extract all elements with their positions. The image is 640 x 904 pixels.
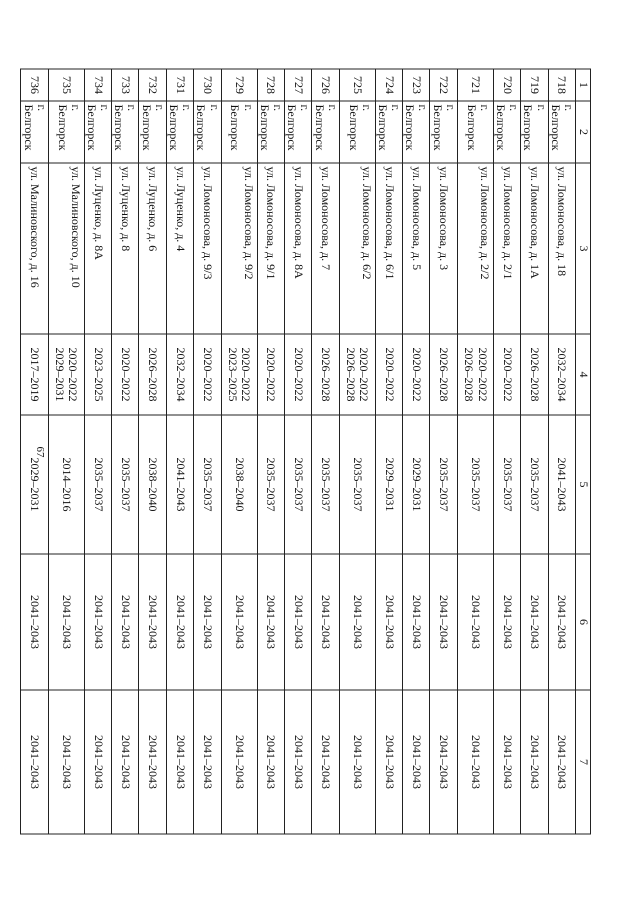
period-cell-col4 xyxy=(312,334,339,415)
city-cell: г. Белгорск xyxy=(521,101,548,163)
period-cell-col4 xyxy=(493,334,520,415)
period-cell-col5: 2035–2037 xyxy=(430,415,457,554)
city-cell: г. Белгорск xyxy=(48,101,84,163)
address-cell: ул. Ломоносова, д. 7 xyxy=(312,163,339,334)
row-number-cell: 720 xyxy=(493,69,520,101)
city-cell: г. Белгорск xyxy=(257,101,284,163)
period-cell-col7: 2041–2043 xyxy=(221,690,257,834)
table-row xyxy=(285,69,312,834)
row-number-cell: 723 xyxy=(403,69,430,101)
period-value: 2032–2034 xyxy=(555,347,570,402)
address-cell: ул. Ломоносова, д. 6/1 xyxy=(375,163,402,334)
address-cell: ул. Ломоносова, д. 9/3 xyxy=(194,163,221,334)
column-header: 5 xyxy=(576,415,591,554)
period-cell-col7: 2041–2043 xyxy=(339,690,375,834)
period-cell-col6: 2041–2043 xyxy=(375,554,402,690)
table-row xyxy=(521,69,548,834)
period-cell-col7: 2041–2043 xyxy=(457,690,493,834)
period-cell-col6: 2041–2043 xyxy=(48,554,84,690)
period-cell-col5: 2035–2037 xyxy=(84,415,111,554)
period-cell-col4 xyxy=(521,334,548,415)
row-number-cell: 733 xyxy=(112,69,139,101)
period-cell-col5: 2035–2037 xyxy=(521,415,548,554)
period-cell-col4 xyxy=(339,334,375,415)
period-value: 2026–2028 xyxy=(344,347,359,402)
period-value: 2017–2019 xyxy=(28,347,43,402)
period-cell-col5: 2035–2037 xyxy=(112,415,139,554)
period-cell-col7: 2041–2043 xyxy=(112,690,139,834)
row-number-cell: 736 xyxy=(21,69,48,101)
page-number: 67 xyxy=(34,446,46,458)
period-cell-col5: 2038–2040 xyxy=(221,415,257,554)
address-cell: ул. Луценко, д. 8 xyxy=(112,163,139,334)
period-value: 2026–2028 xyxy=(462,347,477,402)
city-cell: г. Белгорск xyxy=(339,101,375,163)
table-row xyxy=(21,69,48,834)
period-value: 2029–2031 xyxy=(53,347,68,402)
row-number-cell: 727 xyxy=(285,69,312,101)
row-number-cell: 722 xyxy=(430,69,457,101)
row-number-cell: 730 xyxy=(194,69,221,101)
row-number-cell: 728 xyxy=(257,69,284,101)
row-number-cell: 719 xyxy=(521,69,548,101)
period-value: 2020–2022 xyxy=(264,347,279,402)
period-cell-col7: 2041–2043 xyxy=(493,690,520,834)
period-cell-col7: 2041–2043 xyxy=(166,690,193,834)
period-cell-col7: 2041–2043 xyxy=(194,690,221,834)
period-value: 2020–2022 xyxy=(201,347,216,402)
period-value: 2020–2022 xyxy=(291,347,306,402)
row-number-cell: 724 xyxy=(375,69,402,101)
column-header: 3 xyxy=(576,163,591,334)
period-cell-col4 xyxy=(112,334,139,415)
period-value: 2026–2028 xyxy=(528,347,543,402)
period-cell-col6: 2041–2043 xyxy=(493,554,520,690)
period-value: 2020–2022 xyxy=(409,347,424,402)
address-cell: ул. Луценко, д. 8А xyxy=(84,163,111,334)
period-cell-col7: 2041–2043 xyxy=(430,690,457,834)
schedule-table xyxy=(20,69,591,835)
period-cell-col4 xyxy=(21,334,48,415)
period-cell-col4 xyxy=(430,334,457,415)
period-value: 2026–2028 xyxy=(146,347,161,402)
address-cell: ул. Ломоносова, д. 2/2 xyxy=(457,163,493,334)
period-cell-col6: 2041–2043 xyxy=(457,554,493,690)
table-row xyxy=(403,69,430,834)
period-value: 2023–2025 xyxy=(226,347,241,402)
period-cell-col5: 2035–2037 xyxy=(194,415,221,554)
period-cell-col6: 2041–2043 xyxy=(84,554,111,690)
period-cell-col7: 2041–2043 xyxy=(548,690,575,834)
column-header: 6 xyxy=(576,554,591,690)
period-cell-col5: 2041–2043 xyxy=(166,415,193,554)
period-cell-col4 xyxy=(84,334,111,415)
table-row xyxy=(339,69,375,834)
period-cell-col5: 2035–2037 xyxy=(285,415,312,554)
table-row xyxy=(194,69,221,834)
period-cell-col4 xyxy=(139,334,166,415)
period-value: 2032–2034 xyxy=(173,347,188,402)
address-cell: ул. Ломоносова, д. 3 xyxy=(430,163,457,334)
period-cell-col4 xyxy=(403,334,430,415)
column-header: 1 xyxy=(576,69,591,101)
city-cell: г. Белгорск xyxy=(430,101,457,163)
period-cell-col5: 2035–2037 xyxy=(257,415,284,554)
table-body xyxy=(21,69,576,834)
period-value: 2026–2028 xyxy=(319,347,334,402)
period-cell-col4 xyxy=(194,334,221,415)
period-value: 2020–2022 xyxy=(66,347,81,402)
city-cell: г. Белгорск xyxy=(166,101,193,163)
column-header: 7 xyxy=(576,690,591,834)
city-cell: г. Белгорск xyxy=(493,101,520,163)
row-number-cell: 729 xyxy=(221,69,257,101)
city-cell: г. Белгорск xyxy=(139,101,166,163)
table-row xyxy=(112,69,139,834)
period-cell-col5: 2035–2037 xyxy=(493,415,520,554)
address-cell: ул. Ломоносова, д. 1А xyxy=(521,163,548,334)
table-row xyxy=(457,69,493,834)
period-cell-col6: 2041–2043 xyxy=(21,554,48,690)
row-number-cell: 731 xyxy=(166,69,193,101)
address-cell: ул. Малиновского, д. 16 xyxy=(21,163,48,334)
table-row xyxy=(84,69,111,834)
table-row xyxy=(139,69,166,834)
table-row xyxy=(493,69,520,834)
address-cell: ул. Ломоносова, д. 8А xyxy=(285,163,312,334)
city-cell: г. Белгорск xyxy=(457,101,493,163)
address-cell: ул. Луценко, д. 4 xyxy=(166,163,193,334)
table-row xyxy=(166,69,193,834)
row-number-cell: 735 xyxy=(48,69,84,101)
schedule-table-wrapper xyxy=(21,69,591,834)
period-cell-col5: 2014–2016 xyxy=(48,415,84,554)
period-cell-col6: 2041–2043 xyxy=(548,554,575,690)
period-cell-col7: 2041–2043 xyxy=(84,690,111,834)
city-cell: г. Белгорск xyxy=(285,101,312,163)
period-cell-col7: 2041–2043 xyxy=(375,690,402,834)
period-cell-col6: 2041–2043 xyxy=(257,554,284,690)
address-cell: ул. Луценко, д. 6 xyxy=(139,163,166,334)
period-value: 2020–2022 xyxy=(500,347,515,402)
city-cell: г. Белгорск xyxy=(112,101,139,163)
city-cell: г. Белгорск xyxy=(84,101,111,163)
period-cell-col6: 2041–2043 xyxy=(112,554,139,690)
period-cell-col5: 2041–2043 xyxy=(548,415,575,554)
address-cell: ул. Ломоносова, д. 9/1 xyxy=(257,163,284,334)
period-value: 2020–2022 xyxy=(382,347,397,402)
row-number-cell: 726 xyxy=(312,69,339,101)
period-cell-col6: 2041–2043 xyxy=(285,554,312,690)
period-cell-col5: 2035–2037 xyxy=(339,415,375,554)
table-row xyxy=(375,69,402,834)
period-cell-col4 xyxy=(375,334,402,415)
row-number-cell: 721 xyxy=(457,69,493,101)
table-header-row xyxy=(576,69,591,834)
period-cell-col4 xyxy=(285,334,312,415)
table-row xyxy=(48,69,84,834)
period-cell-col7: 2041–2043 xyxy=(48,690,84,834)
period-cell-col7: 2041–2043 xyxy=(139,690,166,834)
column-header: 4 xyxy=(576,334,591,415)
city-cell: г. Белгорск xyxy=(194,101,221,163)
period-value: 2020–2022 xyxy=(475,347,490,402)
column-header: 2 xyxy=(576,101,591,163)
period-cell-col6: 2041–2043 xyxy=(339,554,375,690)
period-cell-col4 xyxy=(548,334,575,415)
period-cell-col5: 2029–2031 xyxy=(375,415,402,554)
table-row xyxy=(548,69,575,834)
period-cell-col5: 2035–2037 xyxy=(312,415,339,554)
row-number-cell: 732 xyxy=(139,69,166,101)
period-cell-col7: 2041–2043 xyxy=(312,690,339,834)
city-cell: г. Белгорск xyxy=(548,101,575,163)
period-value: 2020–2022 xyxy=(357,347,372,402)
row-number-cell: 734 xyxy=(84,69,111,101)
period-cell-col7: 2041–2043 xyxy=(257,690,284,834)
period-cell-col6: 2041–2043 xyxy=(521,554,548,690)
address-cell: ул. Ломоносова, д. 6/2 xyxy=(339,163,375,334)
period-cell-col5: 2038–2040 xyxy=(139,415,166,554)
period-cell-col6: 2041–2043 xyxy=(221,554,257,690)
table-row xyxy=(221,69,257,834)
period-cell-col4 xyxy=(48,334,84,415)
address-cell: ул. Малиновского, д. 10 xyxy=(48,163,84,334)
period-cell-col5: 2029–2031 xyxy=(21,415,48,554)
period-value: 2026–2028 xyxy=(437,347,452,402)
period-cell-col6: 2041–2043 xyxy=(312,554,339,690)
period-cell-col4 xyxy=(257,334,284,415)
address-cell: ул. Ломоносова, д. 2/1 xyxy=(493,163,520,334)
city-cell: г. Белгорск xyxy=(375,101,402,163)
table-row xyxy=(257,69,284,834)
period-cell-col4 xyxy=(457,334,493,415)
city-cell: г. Белгорск xyxy=(221,101,257,163)
period-value: 2020–2022 xyxy=(239,347,254,402)
period-cell-col6: 2041–2043 xyxy=(194,554,221,690)
city-cell: г. Белгорск xyxy=(403,101,430,163)
period-cell-col6: 2041–2043 xyxy=(403,554,430,690)
period-cell-col5: 2035–2037 xyxy=(457,415,493,554)
city-cell: г. Белгорск xyxy=(21,101,48,163)
address-cell: ул. Ломоносова, д. 9/2 xyxy=(221,163,257,334)
period-value: 2023–2025 xyxy=(91,347,106,402)
period-cell-col7: 2041–2043 xyxy=(521,690,548,834)
period-cell-col7: 2041–2043 xyxy=(403,690,430,834)
table-row xyxy=(312,69,339,834)
table-row xyxy=(430,69,457,834)
period-cell-col7: 2041–2043 xyxy=(21,690,48,834)
row-number-cell: 725 xyxy=(339,69,375,101)
period-cell-col6: 2041–2043 xyxy=(430,554,457,690)
address-cell: ул. Ломоносова, д. 5 xyxy=(403,163,430,334)
period-value: 2020–2022 xyxy=(118,347,133,402)
address-cell: ул. Ломоносова, д. 18 xyxy=(548,163,575,334)
period-cell-col4 xyxy=(166,334,193,415)
period-cell-col4 xyxy=(221,334,257,415)
period-cell-col7: 2041–2043 xyxy=(285,690,312,834)
period-cell-col6: 2041–2043 xyxy=(139,554,166,690)
period-cell-col6: 2041–2043 xyxy=(166,554,193,690)
row-number-cell: 718 xyxy=(548,69,575,101)
city-cell: г. Белгорск xyxy=(312,101,339,163)
period-cell-col5: 2029–2031 xyxy=(403,415,430,554)
